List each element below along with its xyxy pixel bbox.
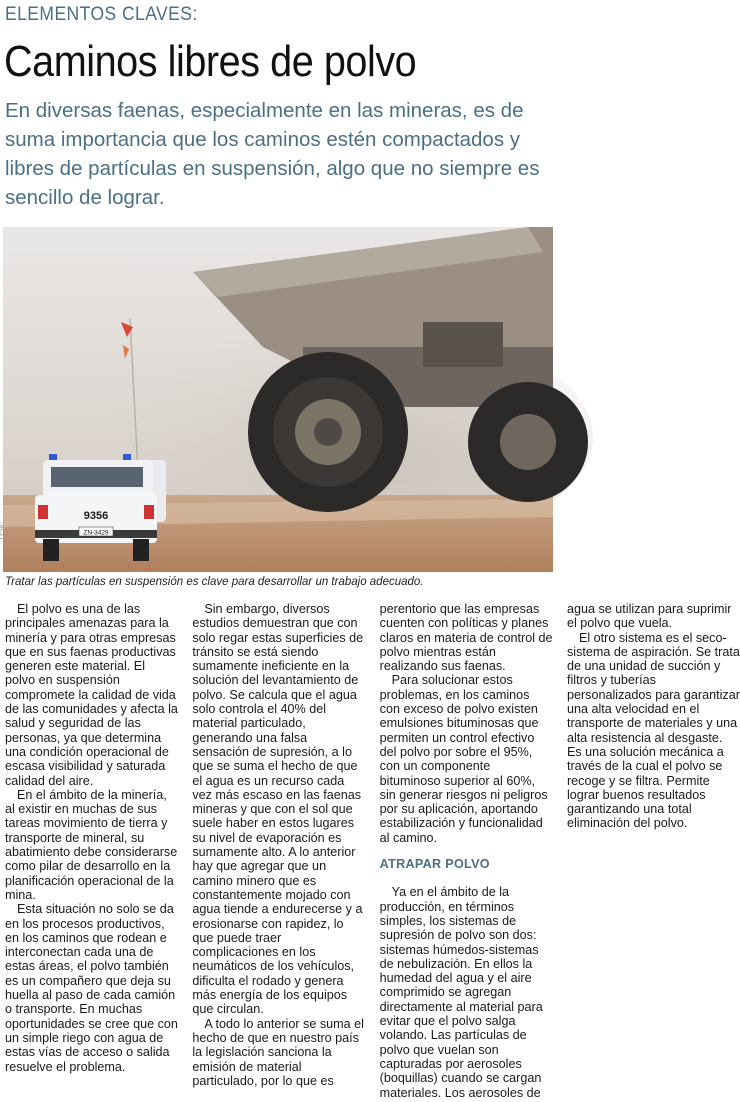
body-paragraph: A todo lo anterior se suma el hecho de que en nuestro país la legislación sanciona la emisión de material particulado, por lo que es perentorio que las empresas cuenten con políticas y planes claros en materia de control de polvo mientras están realizando sus faenas. [192, 602, 553, 1088]
truck-number: 9356 [83, 510, 109, 522]
article-lead: En diversas faenas, especialmente en las mineras, es de suma importancia que los caminos estén compactados y libres de partículas en suspensión, algo que no siempre es sencillo de lograr. [5, 99, 540, 209]
article-photo [3, 227, 553, 572]
body-subhead: ATRAPAR POLVO [379, 857, 490, 872]
license-plate: ZN-3429 [83, 529, 109, 537]
article-headline: Caminos libres de polvo [4, 37, 417, 86]
body-paragraph: El otro sistema es el seco-sistema de aspiración. Se trata de una unidad de succión y filtros y tuberías personalizados para garantizar una alta velocidad en el transporte de materiales y una alta resistencia al desgaste. Es una solución mecánica a través de la cual el polvo se recoge y se filtra. Permite lograr buenos resultados garantizando una total eliminación del polvo. [566, 630, 740, 831]
body-paragraph: Sin embargo, diversos estudios demuestran que con solo regar estas superficies de tránsito se está siendo sumamente ineficiente en la solución del levantamiento de polvo. Se calcula que el agua solo controla el 40% del material particulado, generando una falsa sensación de supresión, a lo que se suma el hecho de que el agua es un recurso cada vez más escaso en las faenas mineras y que con el sol que suele haber en estos lugares su nivel de evaporación es sumamente alto. A lo anterior hay que agregar que un camino minero que es constantemente mojado con agua tiende a endurecerse y a erosionarse con rapidez, lo que puede traer complicaciones en los neumáticos de los vehículos, dificulta el rodado y genera más energía de los equipos que circulan. [192, 602, 364, 1017]
photo-credit: CCHC [0, 522, 6, 540]
photo-caption: Tratar las partículas en suspensión es clave para desarrollar un trabajo adecuado. [5, 576, 424, 588]
section-kicker: ELEMENTOS CLAVES: [5, 4, 198, 25]
article-body [5, 602, 740, 1100]
body-paragraph: El polvo es una de las principales amenazas para la minería y para otras empresas que en sus faenas productivas generen este material. El polvo en suspensión compromete la calidad de vida de las comunidades y afecta la salud y seguridad de las personas, ya que determina una condición operacional de escasa visibilidad y saturada calidad del aire. [5, 602, 178, 788]
body-paragraph: Para solucionar estos problemas, en los caminos con exceso de polvo existen emulsiones bituminosas que permiten un control efectivo del polvo por sobre el 95%, con un componente bituminoso superior al 60%, sin generar riesgos ni peligros por su aplicación, aportando estabilización y funcionalidad al camino. [379, 673, 548, 845]
body-paragraph: En el ámbito de la minería, al existir en muchas de sus tareas movimiento de tierra y transporte de mineral, su abatimiento debe considerarse como pilar de desarrollo en la planificación operacional de la mina. [5, 787, 178, 902]
body-paragraph: Esta situación no solo se da en los procesos productivos, en los caminos que rodean e interconectan cada una de estas áreas, el polvo también es un compañero que deja su huella al paso de cada camión o transporte. En muchas oportunidades se cree que con un simple riego con agua de estas vías de acceso o salida resuelve el problema. [5, 902, 178, 1074]
body-paragraph: Ya en el ámbito de la producción, en términos simples, los sistemas de supresión de polvo son dos: sistemas húmedos-sistemas de nebulización. En ellos la humedad del agua y el aire comprimido se agregan directamente al material para evitar que el polvo salga volando. Las partículas de polvo que vuelan son capturadas por aerosoles (boquillas) cuando se cargan materiales. Los aerosoles de agua se utilizan para suprimir el polvo que vuela. [379, 602, 732, 1100]
